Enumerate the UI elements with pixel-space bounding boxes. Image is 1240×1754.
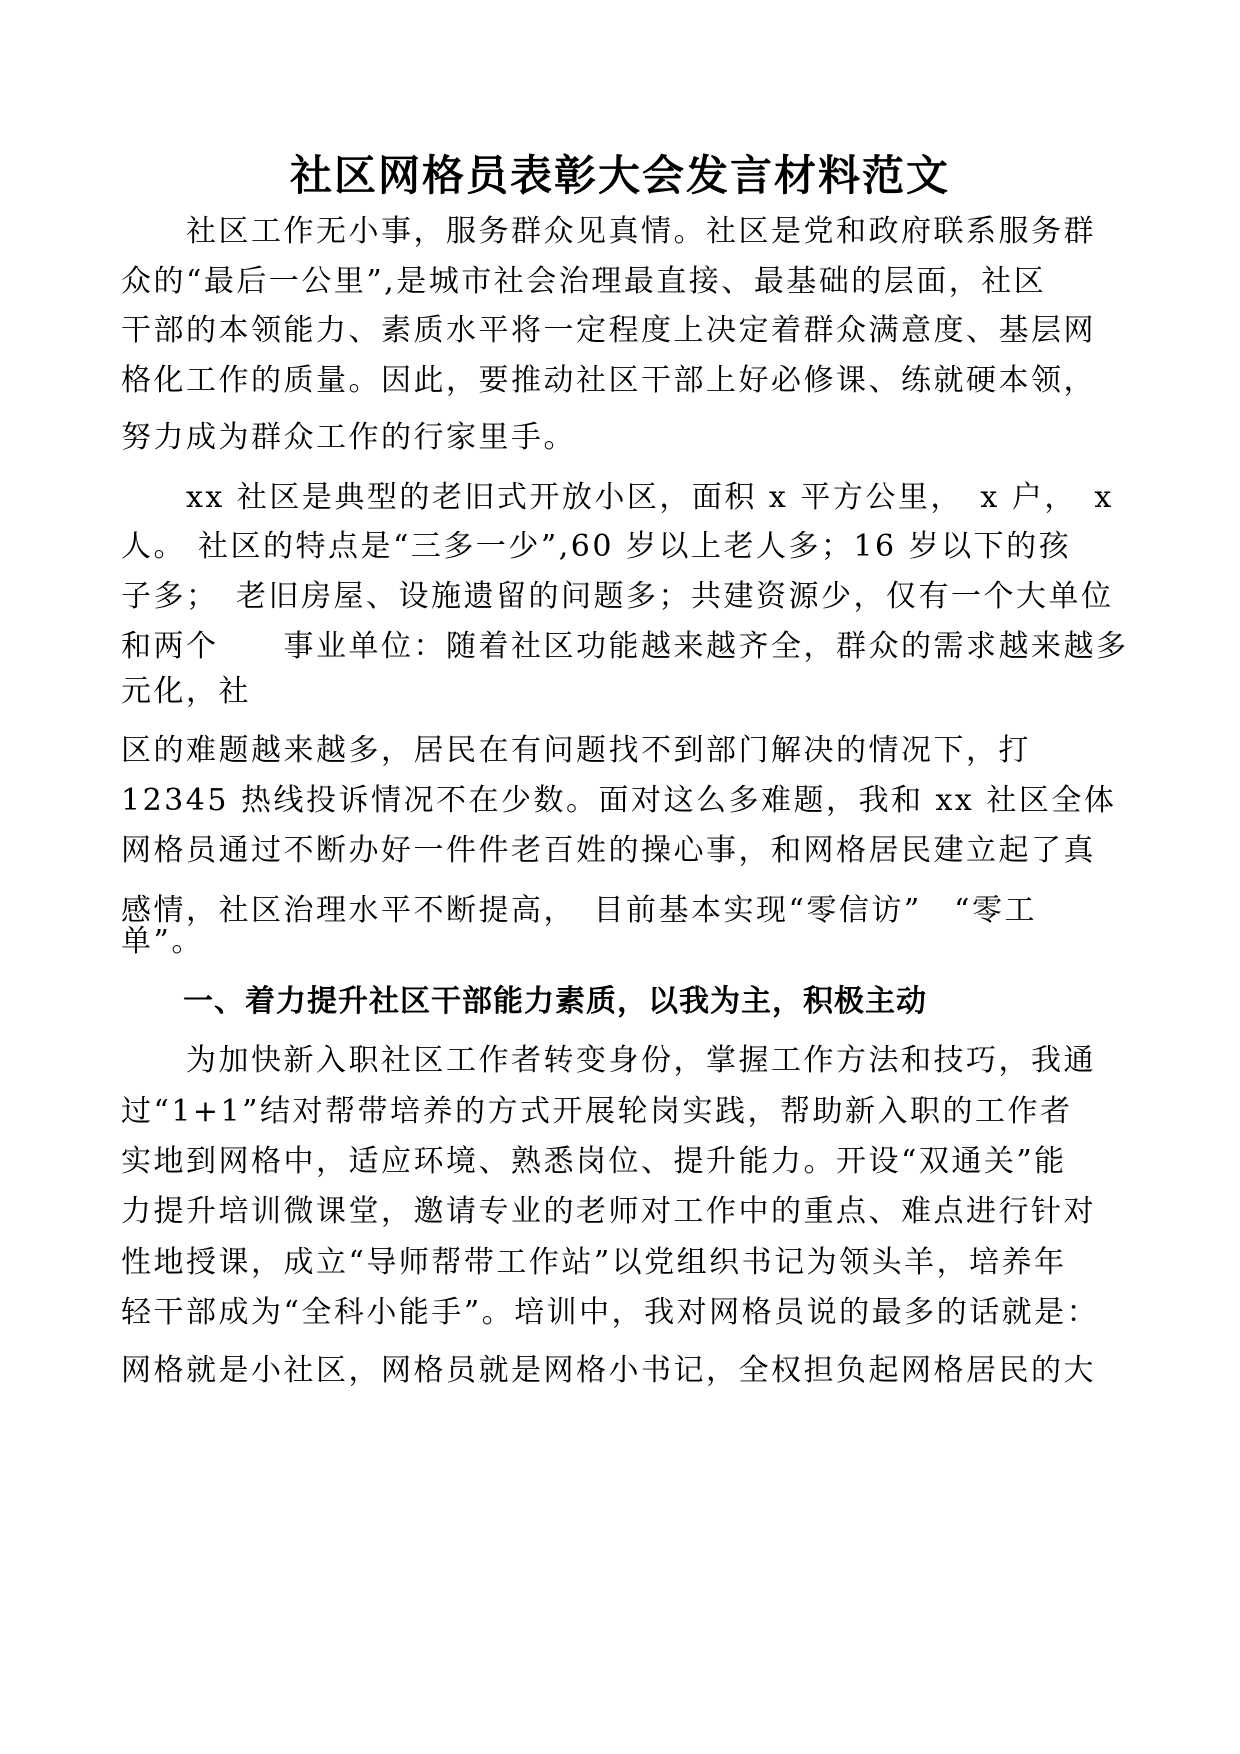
paragraph-line: 性地授课，成立“导师帮带工作站”以党组织书记为领头羊，培养年	[121, 1245, 1067, 1280]
paragraph-line: 格化工作的质量。因此，要推动社区干部上好必修课、练就硬本领，	[121, 363, 1096, 398]
paragraph-line: 感情，社区治理水平不断提高， 目前基本实现“零信访” “零工	[121, 893, 1038, 928]
paragraph-line: xx 社区是典型的老旧式开放小区，面积 x 平方公里， x 户， x	[121, 480, 1114, 515]
paragraph-line: 努力成为群众工作的行家里手。	[121, 420, 576, 455]
paragraph-line: 网格就是小社区，网格员就是网格小书记，全权担负起网格居民的大	[121, 1353, 1096, 1388]
paragraph-line: 元化，社	[121, 674, 251, 709]
paragraph-line: 12345 热线投诉情况不在少数。面对这么多难题，我和 xx 社区全体	[121, 783, 1117, 818]
paragraph-line: 社区工作无小事，服务群众见真情。社区是党和政府联系服务群	[121, 214, 1096, 249]
paragraph-line: 网格员通过不断办好一件件老百姓的操心事，和网格居民建立起了真	[121, 833, 1096, 868]
paragraph-line: 力提升培训微课堂，邀请专业的老师对工作中的重点、难点进行针对	[121, 1194, 1096, 1229]
document-title: 社区网格员表彰大会发言材料范文	[289, 151, 950, 200]
paragraph-line: 人。 社区的特点是“三多一少”,60 岁以上老人多；16 岁以下的孩	[121, 529, 1072, 564]
section-heading: 一、着力提升社区干部能力素质，以我为主，积极主动	[183, 984, 927, 1019]
paragraph-line: 区的难题越来越多，居民在有问题找不到部门解决的情况下，打	[121, 733, 1031, 768]
paragraph-line: 轻干部成为“全科小能手”。培训中，我对网格员说的最多的话就是：	[121, 1295, 1100, 1330]
paragraph-line: 实地到网格中，适应环境、熟悉岗位、提升能力。开设“双通关”能	[121, 1144, 1067, 1179]
paragraph-line: 过“1+1”结对帮带培养的方式开展轮岗实践，帮助新入职的工作者	[121, 1094, 1073, 1129]
paragraph-line: 干部的本领能力、素质水平将一定程度上决定着群众满意度、基层网	[121, 313, 1096, 348]
paragraph-line: 和两个 事业单位：随着社区功能越来越齐全，群众的需求越来越多	[121, 629, 1129, 664]
paragraph-line: 为加快新入职社区工作者转变身份，掌握工作方法和技巧，我通	[121, 1043, 1096, 1078]
paragraph-line: 子多； 老旧房屋、设施遗留的问题多；共建资源少，仅有一个大单位	[121, 579, 1114, 614]
paragraph-line: 单”。	[121, 924, 204, 959]
paragraph-line: 众的“最后一公里”,是城市社会治理最直接、最基础的层面，社区	[121, 264, 1047, 299]
